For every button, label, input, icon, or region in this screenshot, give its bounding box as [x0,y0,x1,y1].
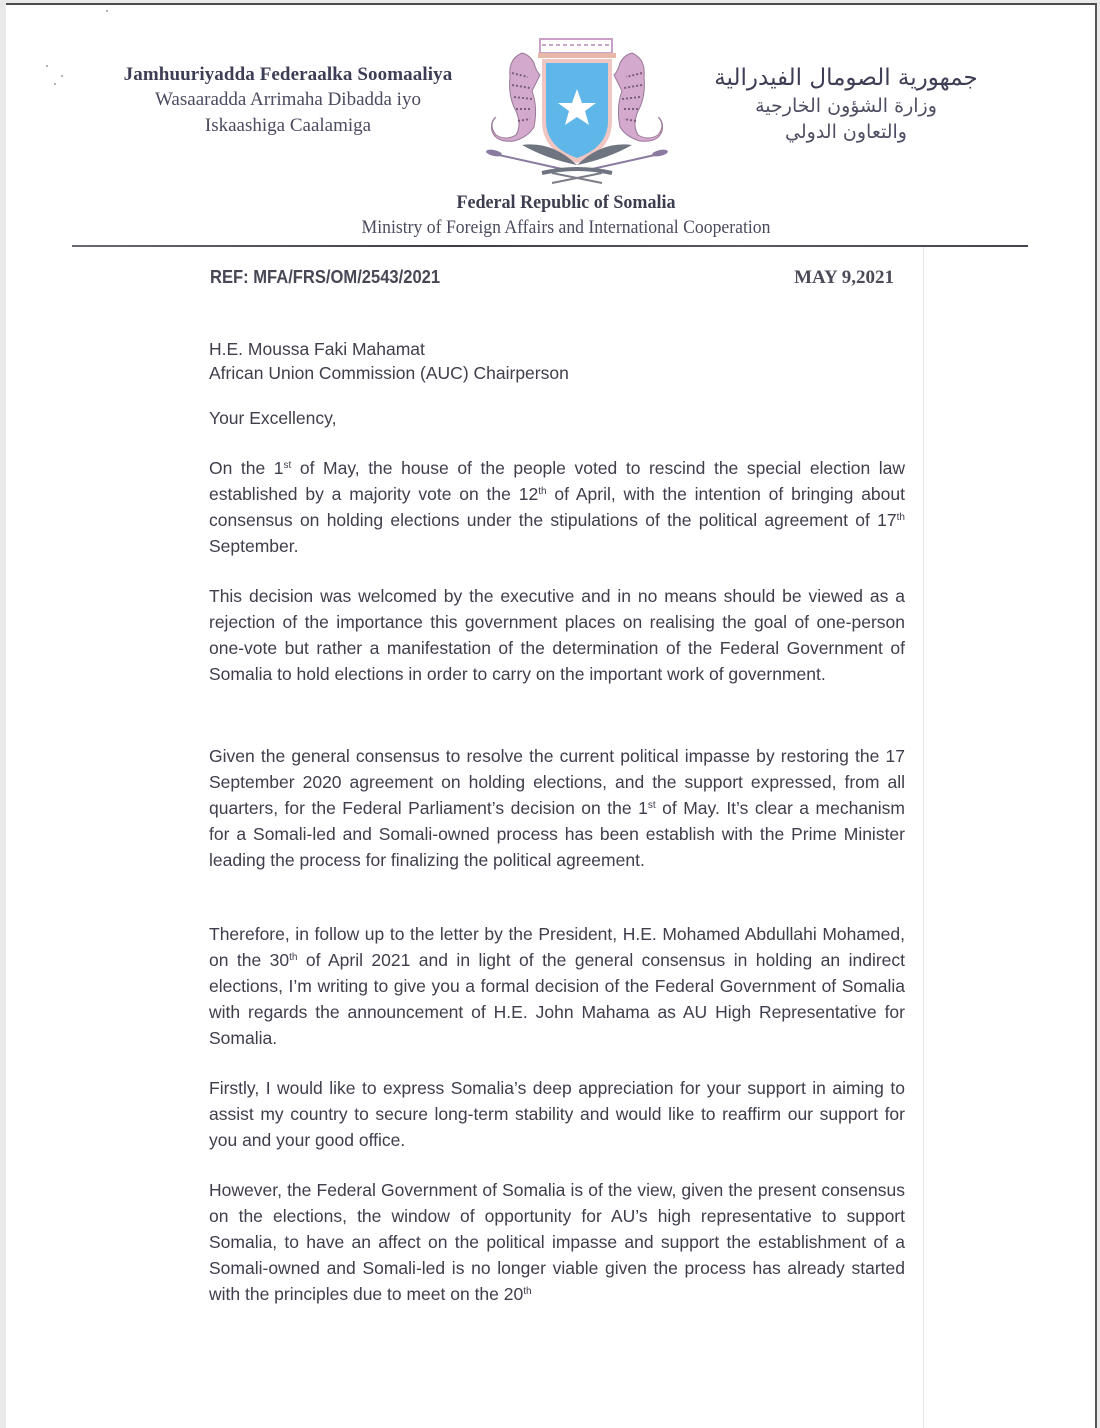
paragraph-2: This decision was welcomed by the executive and in no means should be viewed as a rejection of the importance this government places on realising the goal of one-person one-vote but rather a manifestation of the determination of the Federal Government of Somalia to hold elections in order to carry on the important work of government. [209,586,905,684]
addressee-name: H.E. Moussa Faki Mahamat [209,339,425,359]
paragraph-3-text-b: of May. It’s clear a mechanism for a Somali-led and Somali-owned process has been establish with the Prime Minister leading the process for finalizing the political agreement. [209,798,905,870]
header-arabic-line2: وزارة الشؤون الخارجية [755,95,937,117]
scan-speck [54,83,56,85]
addressee-block [209,337,905,385]
ordinal-suffix: st [283,460,292,471]
letter-date: MAY 9,2021 [794,267,894,288]
header-english-line2: Ministry of Foreign Affairs and International Cooperation [361,217,771,238]
header-english [256,191,876,241]
scan-speck [46,65,48,67]
header-english-line1: Federal Republic of Somalia [456,192,676,213]
header-arabic-line1: جمهورية الصومال الفيدرالية [714,65,978,91]
header-arabic [656,63,1036,145]
header-somali [98,63,478,139]
paragraph-3-text-a: Given the general consensus to resolve the current political impasse by restoring the 17 September 2020 agreement on holding elections, and the support expressed, from all quarters, for the Federal Parliament’s decision on the 1 [209,746,905,818]
somalia-coat-of-arms-icon [482,37,672,189]
paragraph-6 [209,1177,905,1307]
ordinal-suffix: th [538,486,547,497]
header-somali-line2: Wasaaradda Arrimaha Dibadda iyo [155,89,421,110]
paragraph-1 [209,455,905,559]
paragraph-1-text-a: On the 1 [209,458,284,478]
header-arabic-line3: والتعاون الدولي [785,121,907,143]
paragraph-1-text-c: of April, with the intention of bringing about consensus on holding elections under the stipulations of the political agreement of 17 [209,484,905,530]
addressee-title: African Union Commission (AUC) Chairperson [209,363,569,383]
paragraph-1-text-d: September. [209,536,299,556]
ordinal-suffix: th [289,952,298,963]
ordinal-suffix: th [523,1286,532,1297]
paragraph-4-text-a: Therefore, in follow up to the letter by the President, H.E. Mohamed Abdullahi Mohamed, on the 30 [209,924,905,970]
header-somali-line3: Iskaashiga Caalamiga [204,115,372,136]
scan-speck [106,10,108,12]
paragraph-4 [209,921,905,1051]
ordinal-suffix: th [896,512,905,523]
reference-number: REF: MFA/FRS/OM/2543/2021 [210,267,441,287]
scan-speck [61,75,63,77]
scan-fold-line [923,245,924,1428]
letter-page [6,3,1097,1428]
paragraph-4-text-b: of April 2021 and in light of the general consensus in holding an indirect elections, I’m writing to give you a formal decision of the Federal Government of Somalia with regards the announcement of H.E. John Mahama as AU High Representative for Somalia. [209,950,905,1048]
paragraph-5: Firstly, I would like to express Somalia’s deep appreciation for your support in aiming to assist my country to secure long-term stability and would like to reaffirm our support for you and your good office. [209,1078,905,1150]
paragraph-1-text-b: of May, the house of the people voted to rescind the special election law established by a majority vote on the 12 [209,458,905,504]
salutation: Your Excellency, [209,408,337,428]
header-divider [72,245,1028,247]
paragraph-3 [209,743,905,873]
paragraph-6-text-a: However, the Federal Government of Somalia is of the view, given the present consensus on the elections, the window of opportunity for AU’s high representative to support Somalia, to have an affect on the political impasse and support the establishment of a Somali-owned and Somali-led is no longer viable given the process has already started with the principles due to meet on the 20 [209,1180,905,1304]
header-somali-line1: Jamhuuriyadda Federaalka Soomaaliya [123,64,453,85]
ordinal-suffix: st [647,800,656,811]
